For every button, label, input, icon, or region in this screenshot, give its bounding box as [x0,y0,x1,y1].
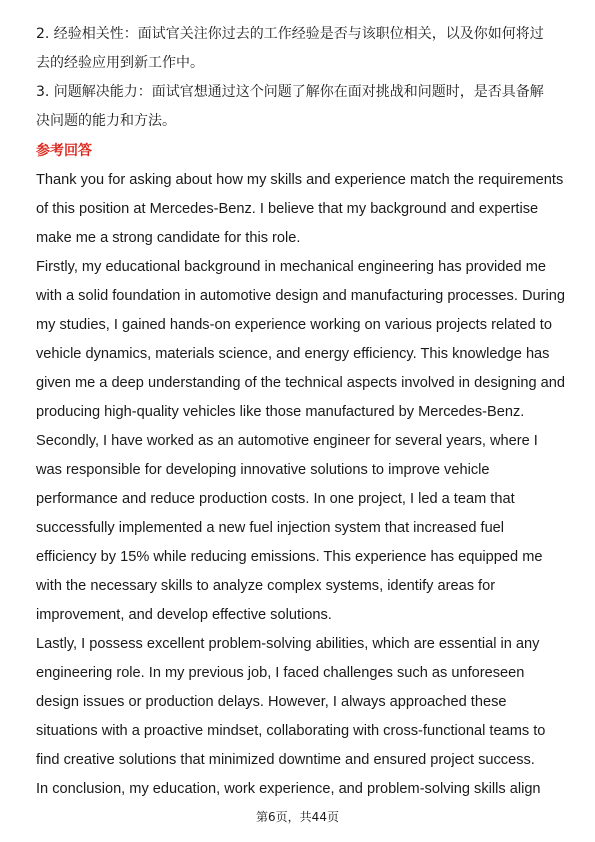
answer-line: vehicle dynamics, materials science, and energy efficiency. This knowledge has [36,346,550,362]
point-2-line-1: 2. 经验相关性：面试官关注你过去的工作经验是否与该职位相关，以及你如何将过 [36,26,544,42]
answer-line: efficiency by 15% while reducing emissions. This experience has equipped me [36,549,543,565]
answer-line: situations with a proactive mindset, collaborating with cross-functional teams to [36,723,546,739]
answer-line: Secondly, I have worked as an automotive engineer for several years, where I [36,433,538,449]
point-3-line-2: 决问题的能力和方法。 [36,113,176,129]
answer-line: successfully implemented a new fuel injection system that increased fuel [36,520,505,536]
answer-line: design issues or production delays. However, I always approached these [36,694,507,710]
answer-line: my studies, I gained hands-on experience working on various projects related to [36,317,552,333]
answer-line: Firstly, my educational background in mechanical engineering has provided me [36,259,546,275]
answer-line: given me a deep understanding of the technical aspects involved in designing and [36,375,565,391]
point-2-line-2: 去的经验应用到新工作中。 [36,55,204,71]
answer-line: In conclusion, my education, work experience, and problem-solving skills align [36,781,541,797]
answer-line: engineering role. In my previous job, I faced challenges such as unforeseen [36,665,525,681]
answer-line: Lastly, I possess excellent problem-solving abilities, which are essential in any [36,636,540,652]
answer-line: of this position at Mercedes-Benz. I believe that my background and expertise [36,201,539,217]
point-3-line-1: 3. 问题解决能力：面试官想通过这个问题了解你在面对挑战和问题时，是否具备解 [36,84,544,100]
page-number: 第6页，共44页 [256,810,339,824]
answer-line: performance and reduce production costs. In one project, I led a team that [36,491,515,507]
answer-heading: 参考回答 [36,143,92,159]
page-content [36,20,564,804]
answer-line: make me a strong candidate for this role. [36,230,301,246]
answer-line: with a solid foundation in automotive design and manufacturing processes. During [36,288,565,304]
answer-line: with the necessary skills to analyze complex systems, identify areas for [36,578,496,594]
answer-line: find creative solutions that minimized downtime and ensured project success. [36,752,535,768]
answer-line: producing high-quality vehicles like those manufactured by Mercedes-Benz. [36,404,525,420]
answer-line: Thank you for asking about how my skills and experience match the requirements [36,172,564,188]
answer-line: improvement, and develop effective solutions. [36,607,332,623]
answer-line: was responsible for developing innovative solutions to improve vehicle [36,462,490,478]
answer-body [36,166,564,804]
